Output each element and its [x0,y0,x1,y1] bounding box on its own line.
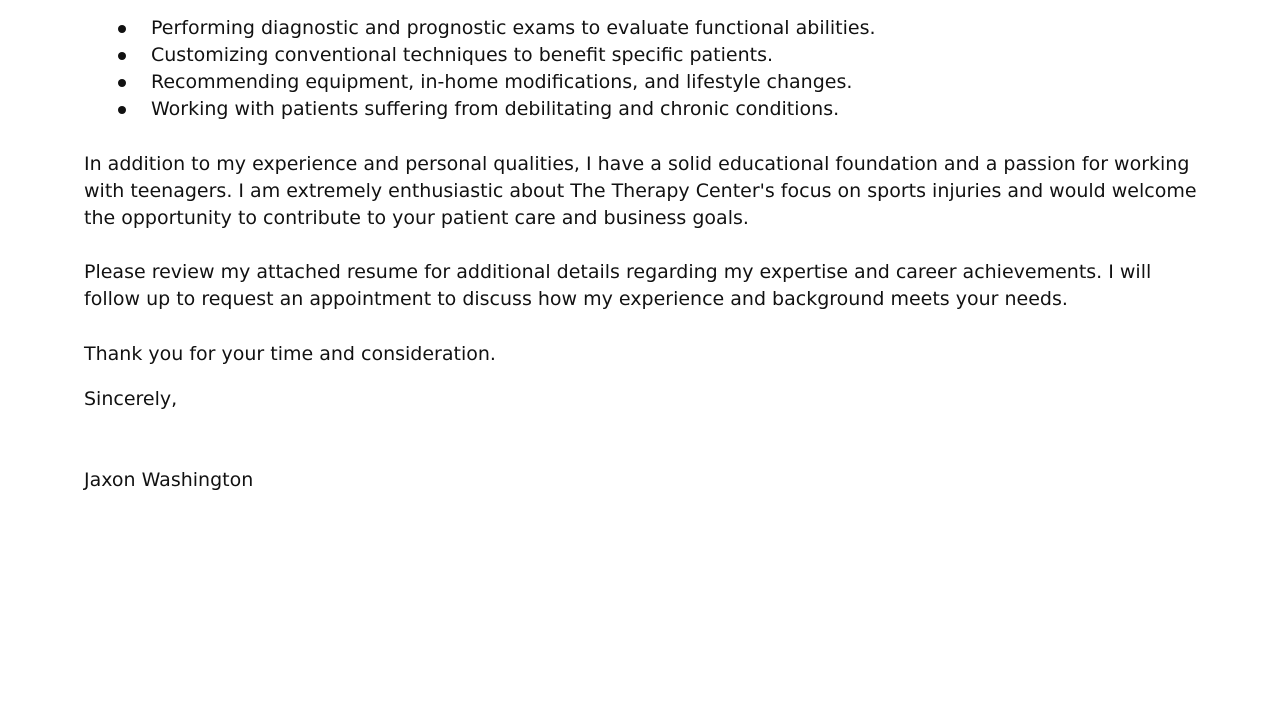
paragraph-thank-you: Thank you for your time and consideration. [84,343,496,365]
list-item-text: Recommending equipment, in-home modifications, and lifestyle changes. [151,71,853,93]
list-item-text: Performing diagnostic and prognostic exams to evaluate functional abilities. [151,17,876,39]
bullet-icon [118,106,126,114]
bullet-icon [118,52,126,60]
list-item-text: Working with patients suffering from debilitating and chronic conditions. [151,98,840,120]
signature-name: Jaxon Washington [84,469,254,491]
bullet-icon [118,25,126,33]
list-item-text: Customizing conventional techniques to benefit specific patients. [151,44,774,66]
qualifications-list [84,15,1194,123]
paragraph-education-enthusiasm: In addition to my experience and personal qualities, I have a solid educational foundation and a passion for working with teenagers. I am extremely enthusiastic about The Therapy Center's focus on sports injuries and would welcome the opportunity to contribute to your patient care and business goals. [84,153,1197,229]
closing-salutation: Sincerely, [84,388,178,410]
paragraph-resume-follow-up: Please review my attached resume for additional details regarding my expertise and career achievements. I will follow up to request an appointment to discuss how my experience and background meets your needs. [84,261,1152,310]
list-item [84,69,1194,96]
bullet-icon [118,79,126,87]
list-item [84,96,1194,123]
list-item [84,15,1194,42]
list-item [84,42,1194,69]
